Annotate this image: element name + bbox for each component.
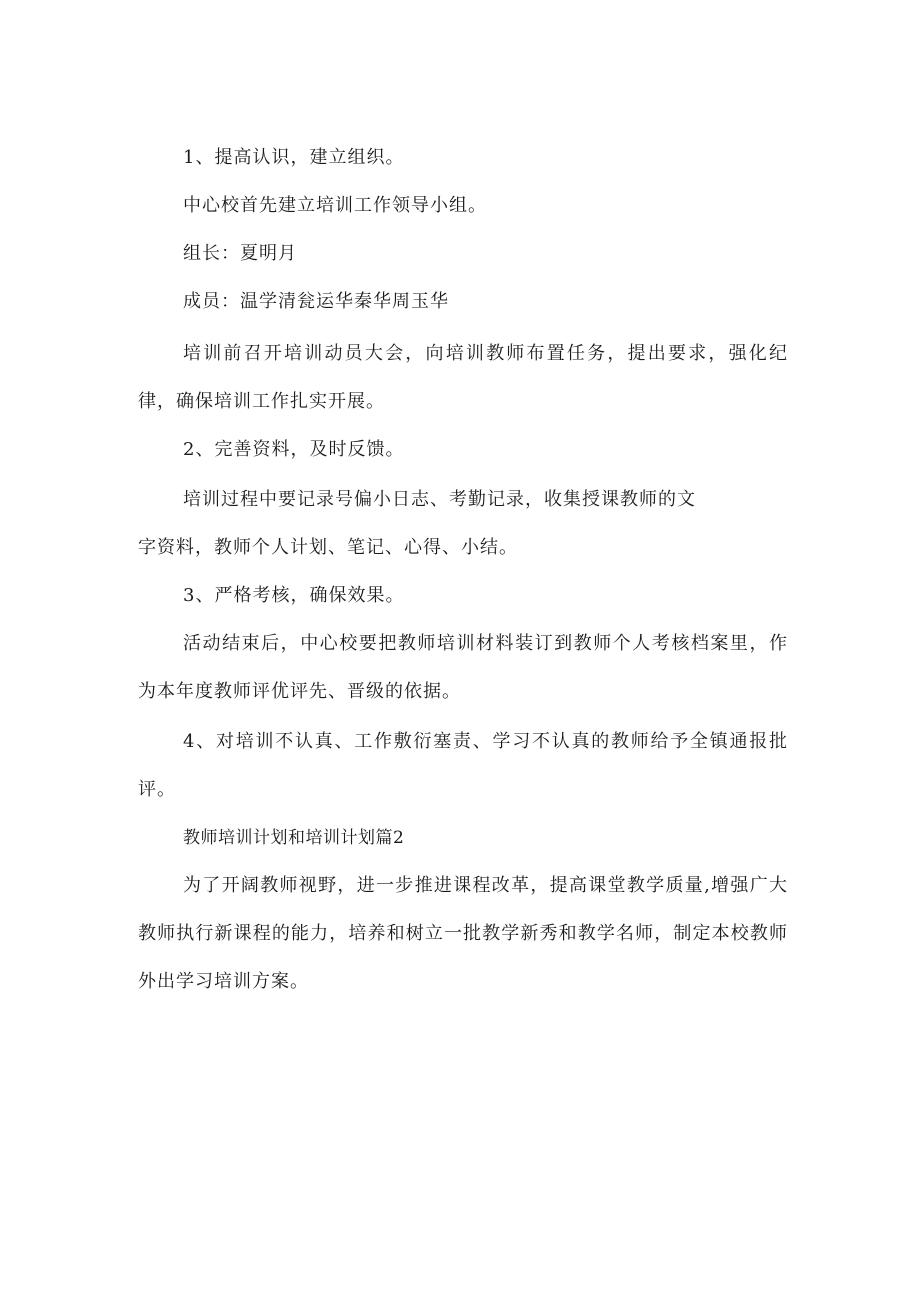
- paragraph: 活动结束后，中心校要把教师培训材料装订到教师个人考核档案里，作为本年度教师评优评先、晋级的依据。: [138, 633, 788, 702]
- section-4-paragraph: 4、对培训不认真、工作敷衍塞责、学习不认真的教师给予全镇通报批评。: [138, 731, 788, 800]
- paragraph-line: 培训过程中要记录号偏小日志、考勤记录，收集授课教师的文: [183, 489, 696, 510]
- members-line: 成员：温学清瓮运华秦华周玉华: [183, 291, 449, 312]
- paragraph: 中心校首先建立培训工作领导小组。: [183, 195, 487, 216]
- paragraph: 为了开阔教师视野，进一步推进课程改革，提高课堂教学质量,增强广大教师执行新课程的能力，培养和树立一批教学新秀和教学名师，制定本校教师外出学习培训方案。: [138, 875, 788, 992]
- article-subtitle: 教师培训计划和培训计划篇2: [183, 828, 405, 848]
- paragraph: 培训前召开培训动员大会，向培训教师布置任务，提出要求，强化纪律，确保培训工作扎实开展。: [138, 343, 788, 412]
- section-3-heading: 3、严格考核，确保效果。: [183, 585, 405, 606]
- paragraph-line: 字资料，教师个人计划、笔记、心得、小结。: [138, 537, 518, 558]
- section-2-heading: 2、完善资料，及时反馈。: [183, 439, 405, 460]
- section-1-heading: 1、提高认识，建立组织。: [183, 147, 405, 168]
- leader-line: 组长：夏明月: [183, 243, 297, 264]
